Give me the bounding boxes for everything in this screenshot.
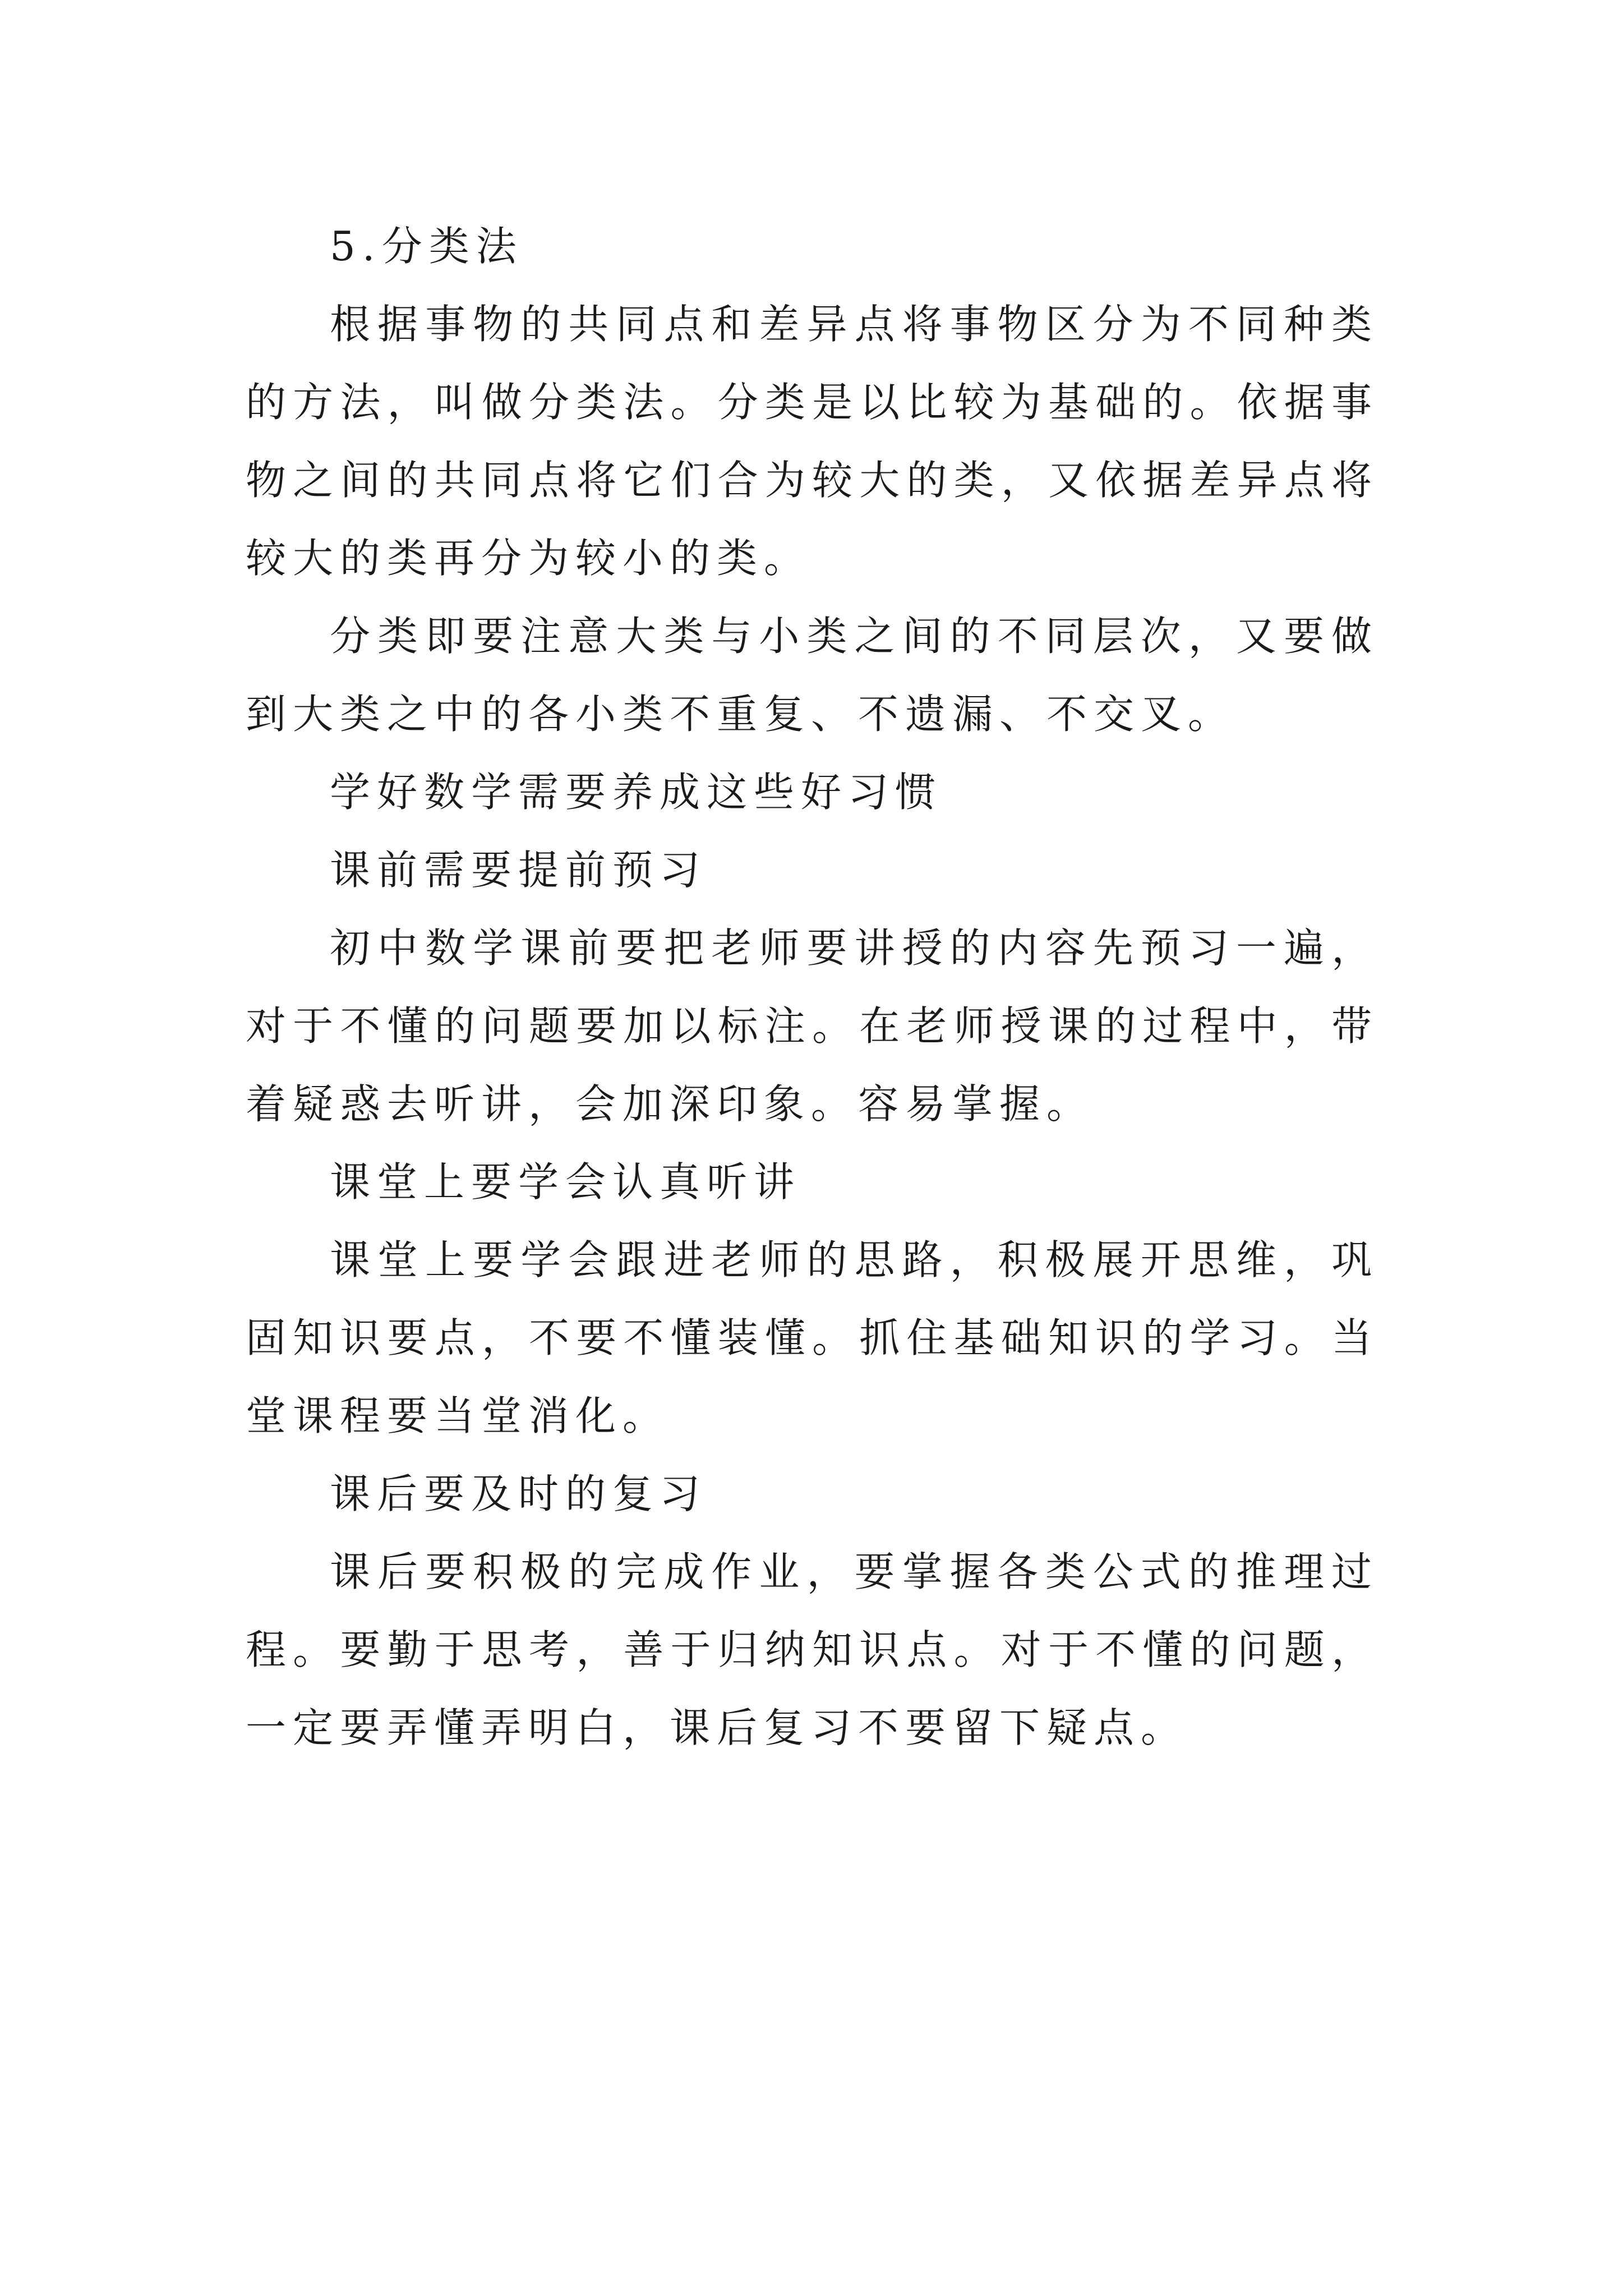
paragraph-preview: 初中数学课前要把老师要讲授的内容先预习一遍，对于不懂的问题要加以标注。在老师授课的过程中，带着疑惑去听讲，会加深印象。容易掌握。 xyxy=(246,924,1378,1128)
paragraph-listen: 课堂上要学会跟进老师的思路，积极展开思维，巩固知识要点，不要不懂装懂。抓住基础知识的学习。当堂课程要当堂消化。 xyxy=(246,1236,1378,1439)
subheading-review: 课后要及时的复习 xyxy=(330,1470,707,1517)
paragraph-classification-notes: 分类即要注意大类与小类之间的不同层次，又要做到大类之中的各小类不重复、不遗漏、不交叉。 xyxy=(246,613,1378,738)
subheading-preview: 课前需要提前预习 xyxy=(330,846,707,894)
document-body xyxy=(246,208,1378,1767)
paragraph-classification-definition: 根据事物的共同点和差异点将事物区分为不同种类的方法，叫做分类法。分类是以比较为基础的。依据事物之间的共同点将它们合为较大的类，又依据差异点将较大的类再分为较小的类。 xyxy=(246,301,1378,582)
section-heading-good-habits: 学好数学需要养成这些好习惯 xyxy=(330,769,943,816)
section-heading-classification: 5.分类法 xyxy=(330,223,523,270)
subheading-listen: 课堂上要学会认真听讲 xyxy=(330,1158,801,1205)
paragraph-review: 课后要积极的完成作业，要掌握各类公式的推理过程。要勤于思考，善于归纳知识点。对于不懂的问题，一定要弄懂弄明白，课后复习不要留下疑点。 xyxy=(246,1548,1378,1751)
